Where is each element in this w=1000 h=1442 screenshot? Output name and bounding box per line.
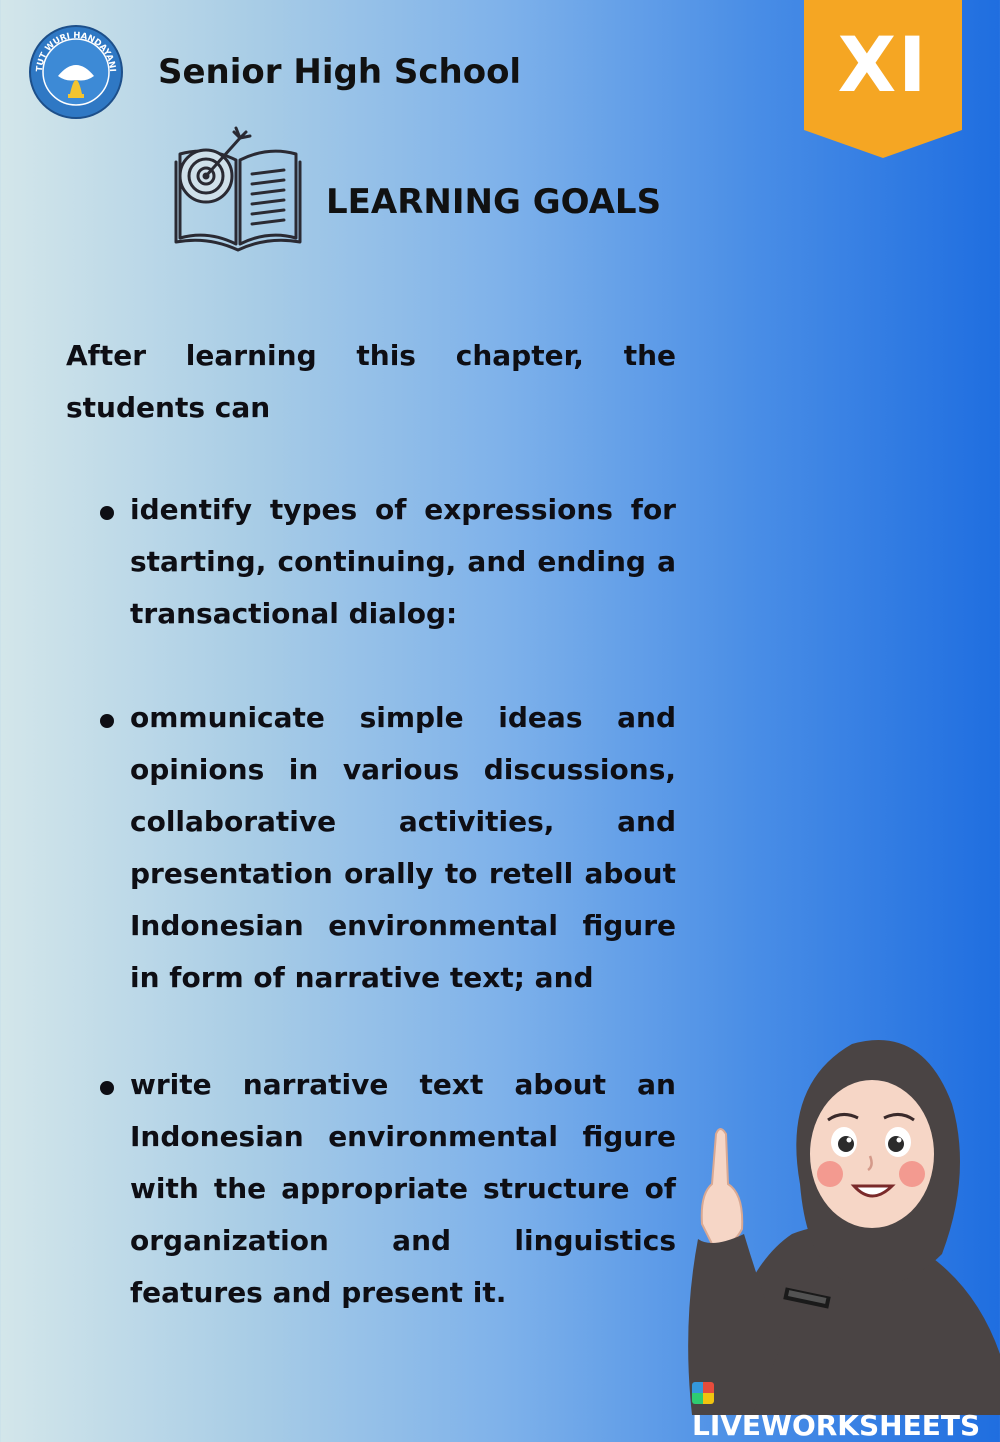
emblem-text: TUT WURI HANDAYANI bbox=[34, 30, 118, 73]
school-emblem-icon bbox=[28, 24, 124, 120]
grade-label: XI bbox=[837, 20, 929, 109]
target-book-icon bbox=[174, 126, 304, 254]
school-title: Senior High School bbox=[158, 52, 522, 92]
watermark bbox=[692, 1376, 1000, 1442]
teacher-illustration bbox=[672, 1024, 1000, 1415]
bullet-icon bbox=[100, 714, 114, 728]
liveworksheets-logo-icon bbox=[692, 1382, 714, 1404]
goal-item-2: ommunicate simple ideas and opinions in various discussions, collaborative activities, and presentation orally to retell about Indonesian environmental figure in form of narrative text; and bbox=[130, 701, 676, 994]
goal-item-1: identify types of expressions for starting, continuing, and ending a transactional dialog: bbox=[130, 493, 676, 630]
section-title: LEARNING GOALS bbox=[326, 182, 662, 222]
bullet-icon bbox=[100, 506, 114, 520]
goal-item-3: write narrative text about an Indonesian environmental figure with the appropriate structure of organization and linguistics features and present it. bbox=[130, 1068, 676, 1309]
bullet-icon bbox=[100, 1081, 114, 1095]
intro-text: After learning this chapter, the students can bbox=[66, 339, 676, 424]
watermark-text: LIVEWORKSHEETS bbox=[692, 1409, 981, 1442]
